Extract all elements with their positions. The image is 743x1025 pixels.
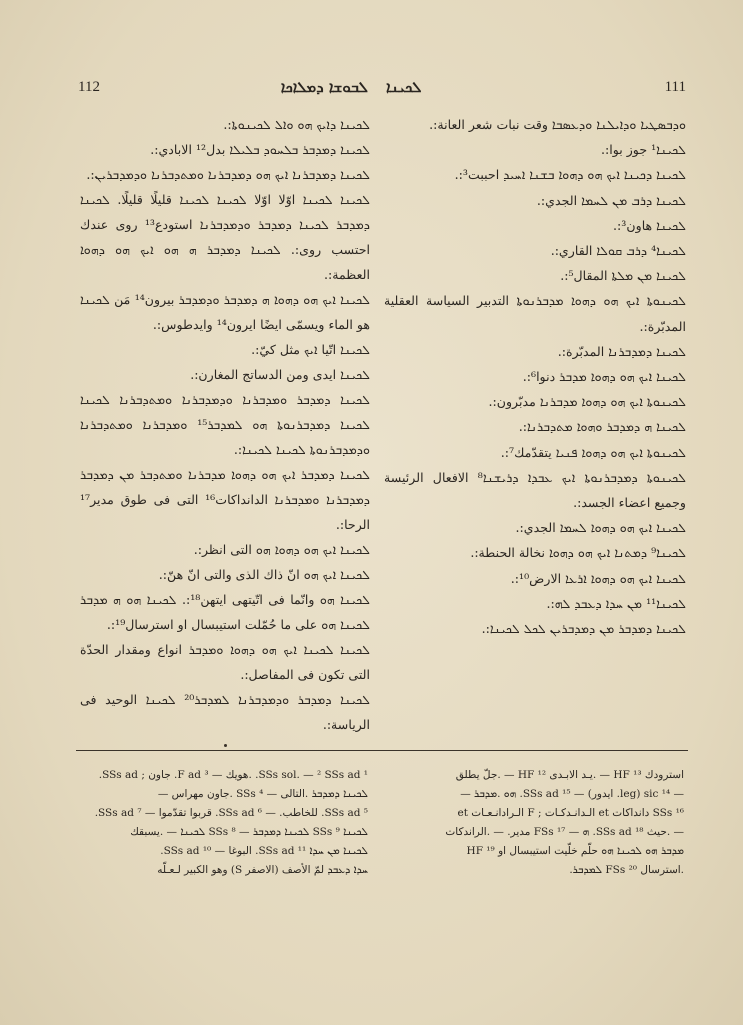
- lexicon-entry: ܠܟܝܢܐ ܐܝܟ ܗܘ انّ ذاك الذى والتى انّ هنّ:.: [158, 567, 370, 582]
- lexicon-entry: ܠܟܝܢܘܬܐ ܐܝܟ ܗܘ ܕܗܘܐ ܡܕܒܪܢܐ مدبّرون:.: [488, 394, 686, 410]
- footnote-line: ܠܟܝܢܐ ܕܡܕܒܪ .التالى — ⁴ SSs .جاون مهراس —: [157, 788, 368, 800]
- lexicon-entry: ܠܟܝܢܐ¹¹ ܡܢ ܚܕܐ ܕܥܒܕ ܠܗ:.: [546, 595, 686, 611]
- footnote-line: ¹⁶ SSs دانداكات et الـدانـدكـات ; F الـرادانـعـات et: [457, 807, 684, 819]
- left-page-number: 112: [78, 78, 100, 95]
- lexicon-entry: ܠܟܝܢܐ ܐܝܟ ܗܘ ܕܗܘܐ ܐܪܥܐ الارض¹⁰:.: [510, 570, 686, 586]
- footnote-line: ¹ SSs sol. — ² SSs ad. .هويك — ³ F ad. جاون ; SSs ad.: [98, 769, 368, 781]
- left-column: [80, 112, 370, 737]
- lexicon-entry: ܠܟܝܢܘܬܐ ܐܝܟ ܗܘ ܕܗܘܐ ܡܕܒܪܢܘܬܐ التدبير السياسة العقلية المدبّرة:.: [384, 293, 686, 334]
- lexicon-entry: ܠܟܝܢܐ ܐܝܟ ܗܘ ܕܗܘܐ ܗ ܕܡܕܒܪ ܘܕܡܕܒܪ بيرون¹⁴ مَن ܠܟܝܢܐ هو الماء ويسمّى ايضًا ايرون¹⁴ وايدطوس:.: [80, 292, 370, 332]
- lexicon-entry: ܠܟܝܢܐ ܠܟܝܢܐ اوّلا اوّلا ܠܟܝܢܐ ܠܟܝܢܐ قليلًا قليلًا. ܠܟܝܢܐ ܕܡܕܒܪ ܠܟܝܢܐ ܕܡܕܒܪ ܘܕܡܕܒܪܢܐ استودع¹³ روى عندك احتسب روى:. ܠܟܝܢܐ ܕܡܕܒܪ ܗ ܗܘ ܐܝܟ ܗܘ ܕܗܘܐ العظمة:.: [80, 192, 370, 282]
- right-column: [384, 112, 686, 641]
- footnote-line: استرودك HF ¹³ — .يـد الابـدى HF ¹² — .جلّ يطلق: [455, 769, 684, 781]
- lexicon-entry: ܠܟܝܢܐ ܕܡܕܒܪ ܡܢ ܕܡܕܒܪܝܢ ܠܟܠ ܠܟܝܢܐ:.: [481, 621, 686, 637]
- lexicon-entry: ܠܟܝܢܐ ܗ ܕܡܕܒܪ ܘܗܘܐ ܡܬܕܒܪܢܐ:.: [518, 419, 686, 435]
- lexicon-entry: ܠܟܝܢܐ ܕܡܕܒܪ ܐܝܟ ܗܘ ܕܗܘܐ ܡܕܒܪܢܐ ܘܡܬܕܒܪ ܡܢ ܕܡܕܒܪ ܕܡܕܒܪܢܐ ܘܡܕܒܪܢܐ الدانداكات¹⁶ التى فى طوق مدير¹⁷ الرحا:.: [80, 467, 370, 532]
- column-end-mark: [224, 744, 227, 747]
- right-page-number: 111: [664, 78, 686, 95]
- lexicon-entry: ܠܟܝܢܐ ܕܟܝܢܐ ܐܝܟ ܗܘ ܕܗܘܐ ܒܫܢܐ ܐܚܝܕ احببت³:.: [454, 167, 686, 183]
- lexicon-entry: ܠܟܝܢܘܬܐ ܐܝܟ ܗܘ ܕܗܘܐ ܦܢܝܐ يتقدّمك⁷:.: [500, 444, 686, 460]
- left-footnotes: [80, 766, 368, 880]
- footnote-line: .استرسال ²⁰ FSs ܠܡܕܒܪ.: [569, 864, 684, 876]
- footnote-line: ܠܟܝܢܐ ⁹ SSs ܠܟܝܢܐ ܕܡܕܒܪ — ⁸ SSs ܠܟܝܢܐ — .يسبقك: [130, 826, 368, 838]
- left-running-title: ܠܒܘܫܐ ܕܡܠܐܟܐ: [280, 78, 368, 96]
- lexicon-entry: ܠܟܝܢܐ ܐܝܟ ܗܘ ܕܗܘܐ ܡܕܒܪ دنوا⁶:.: [522, 369, 686, 385]
- lexicon-entry: ܠܟܝܢܐ هاون³:.: [613, 217, 686, 233]
- lexicon-entry: ܠܟܝܢܐ ܕܪܒ ܡܢ ܠܚܡܐ الجدي:.: [536, 192, 686, 208]
- lexicon-entry: ܠܟܝܢܐ⁹ ܕܡܬܢܐ ܐܝܟ ܗܘ ܕܗܘܐ نخالة الحنطة:.: [470, 545, 686, 561]
- lexicon-entry: ܠܟܝܢܐ ܐܝܟ ܗܘ ܕܗܘܐ ܠܚܡܐ الجدي:.: [515, 520, 686, 536]
- lexicon-entry: ܠܟܝܢܐ ܐܝܟ ܗܘ ܕܗܘܐ ܗܘ التى انظر:.: [193, 542, 370, 557]
- lexicon-entry: ܠܟܝܢܐ ܡܢ ܡܠܬܐ المقال⁵:.: [560, 268, 686, 284]
- lexicon-entry: ܠܟܝܢܐ⁴ ܕܪܒ ܩܘܠܐ القاري:.: [550, 243, 686, 259]
- footnote-line: — .حيث ¹⁸ SSs ad. ܗ — ¹⁷ FSs مدير. — .الراندكات: [445, 826, 684, 838]
- right-footnotes: [386, 766, 684, 880]
- lexicon-entry: ܠܟܝܢܘܬܐ ܕܡܕܒܪܢܘܬܐ ܐܝܟ ܥܒܕܐ ܕܪܝܫܢܐ⁸ الافعال الرئيسة وجميع اعضاء الجسد:.: [384, 469, 686, 511]
- lexicon-entry: ܠܟܝܢܐ ܗܘ وانّما فى اتّيتهى ايتهن¹⁸:. ܠܟܝܢܐ ܗܘ ܗ ܡܕܒܪ ܠܟܝܢܐ ܗܘ على ما حُمّلت استيبسال او استرسال¹⁹:.: [80, 592, 371, 632]
- lexicon-entry: ܠܟܝܢܐ ܕܡܕܒܪ ܒܠܚܘܕ ܒܠܝܠܐ بدل¹² الابادي:.: [150, 142, 370, 157]
- footnote-divider: [76, 750, 688, 751]
- footnote-line: — ¹⁴ sic (leg. ايدور) — ¹⁵ SSs ad. ܗܘ .ܡܕܒܪ —: [460, 788, 684, 800]
- footnote-line: ܠܟܝܢܐ ܡܢ ܚܕܐ ¹¹ SSs ad. البوغا — ¹⁰ SSs ad.: [160, 845, 368, 857]
- lexicon-entry: ܘܕܒܣܛܝܐ ܘܕܐܝܠܢܐ ܘܕܥܣܒܐ وقت نبات شعر العانة:.: [429, 117, 686, 132]
- left-page-header: [78, 76, 368, 98]
- footnote-line: ⁵ SSs ad. للخاطب. — ⁶ SSs ad. قربوا تقدّموا — ⁷ SSs ad.: [94, 807, 368, 819]
- lexicon-entry: ܠܟܝܢܐ ܕܡܕܒܪ ܘܡܕܒܪܢܐ ܘܕܡܕܒܪܢܐ ܘܡܬܕܒܪܢܐ ܠܟܝܢܐ ܠܟܝܢܐ ܕܡܕܒܪܢܘܬܐ ܗܘ ܠܡܕܒܪ¹⁵ ܘܡܕܒܪܢܐ ܘܡܬܕܒܪܢܐ ܘܕܡܕܒܪܢܘܬܐ ܠܟܝܢܐ ܠܟܝܢܐ:.: [80, 392, 370, 457]
- lexicon-entry: ܠܟܝܢܐ ܕܡܕܒܪܢܐ المدبّرة:.: [557, 343, 686, 359]
- lexicon-entry: ܠܟܝܢܐ ܕܡܕܒܪ ܘܕܡܕܒܪܢܐ ܠܡܕܒܪ²⁰ ܠܟܝܢܐ الوحيد فى الرياسة:.: [80, 692, 370, 732]
- lexicon-entry: ܠܟܝܢܐ ܕܡܕܒܪܢܐ ܐܝܟ ܗܘ ܕܡܕܒܪܢܐ ܘܡܬܕܒܪܢܐ ܘܕܡܕܒܪܝܢ:.: [86, 167, 370, 182]
- lexicon-entry: ܠܟܝܢܐ ܕܐܝܟ ܗܘ ܘܐܠ ܠܟܝܢܘܬܐ:.: [223, 117, 370, 132]
- right-running-title: ܠܟܝܢܐ: [386, 78, 422, 96]
- lexicon-entry: ܠܟܝܢܐ ايدى ومن الدساتج المغارن:.: [190, 367, 370, 382]
- lexicon-entry: ܠܟܝܢܐ ܠܟܝܢܐ ܐܝܟ ܗܘ ܕܗܘܐ ܘܡܕܒܪ انواع ومقدار الحدّة التى تكون فى المفاصل:.: [80, 642, 370, 682]
- footnote-line: ܡܕܒܪ ܗܘ ܠܟܝܢܐ ܗܘ حلّم خلّيت استيبسال او HF ¹⁹: [466, 845, 684, 857]
- right-page-header: [386, 76, 686, 98]
- lexicon-entry: ܠܟܝܢܐ¹ جوز بوا:.: [600, 142, 686, 158]
- footnote-line: ܚܕܐ ܕܥܒܕ لمّ الأصف (الاصفر S) وهو الكبير لـعـلّه: [157, 864, 368, 876]
- lexicon-entry: ܠܟܝܢܐ اتّيا ܐܝܟ مثل كيّ:.: [251, 342, 370, 357]
